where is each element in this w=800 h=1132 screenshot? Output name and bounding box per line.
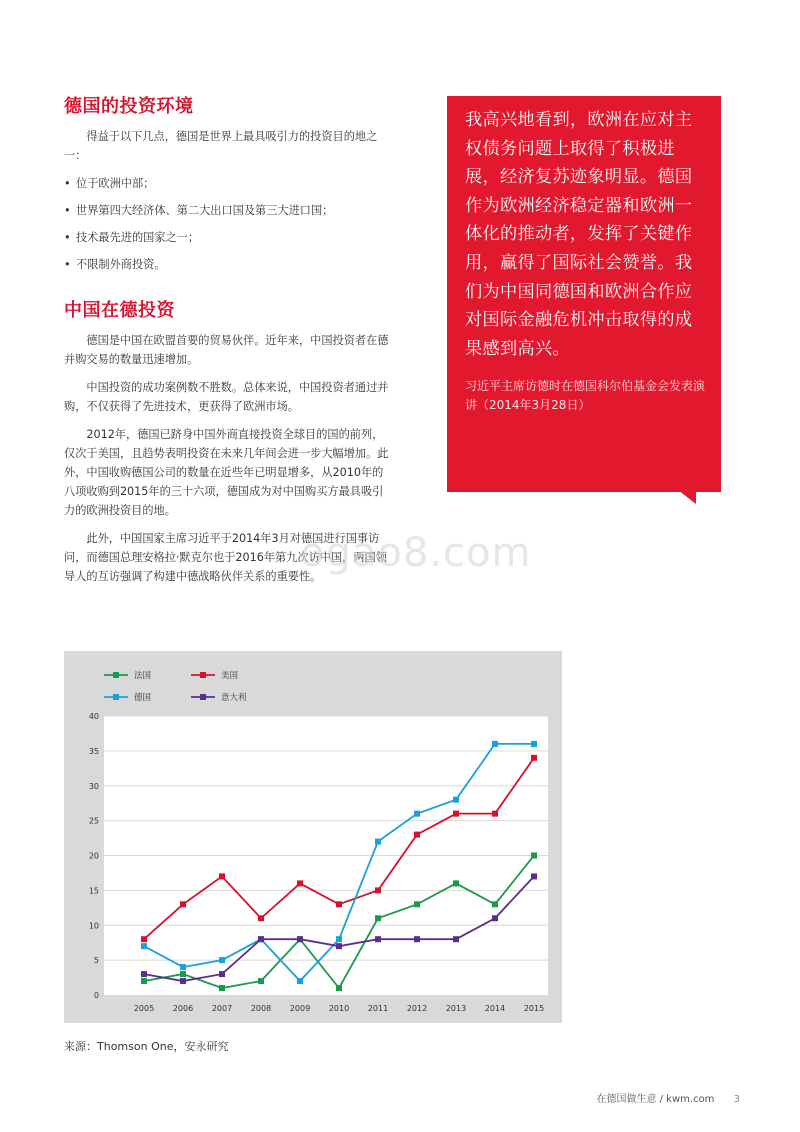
data-point bbox=[141, 936, 147, 942]
data-point bbox=[531, 741, 537, 747]
section-title-env: 德国的投资环境 bbox=[64, 96, 194, 117]
data-point bbox=[492, 741, 498, 747]
y-tick-label: 10 bbox=[88, 921, 99, 931]
data-point bbox=[414, 901, 420, 907]
x-tick-label: 2006 bbox=[172, 1004, 194, 1013]
x-tick-label: 2014 bbox=[484, 1004, 506, 1013]
left-column bbox=[64, 92, 390, 595]
y-tick-label: 15 bbox=[88, 886, 99, 896]
legend-marker bbox=[113, 694, 119, 700]
quote-box bbox=[447, 96, 721, 492]
x-tick-label: 2010 bbox=[328, 1004, 350, 1013]
data-point bbox=[531, 853, 537, 859]
bullet-item: • 位于欧洲中部； bbox=[64, 174, 390, 193]
data-point bbox=[492, 915, 498, 921]
footer bbox=[596, 1090, 740, 1105]
legend-label: 法国 bbox=[134, 671, 152, 681]
data-point bbox=[141, 943, 147, 949]
data-point bbox=[180, 964, 186, 970]
x-tick-label: 2008 bbox=[250, 1004, 272, 1013]
page-number: 3 bbox=[733, 1094, 740, 1105]
data-point bbox=[219, 971, 225, 977]
x-tick-label: 2012 bbox=[406, 1004, 428, 1013]
data-point bbox=[453, 880, 459, 886]
line-chart bbox=[64, 651, 562, 1023]
bullet-item: • 技术最先进的国家之一； bbox=[64, 228, 390, 247]
x-tick-label: 2009 bbox=[289, 1004, 311, 1013]
legend-marker bbox=[200, 694, 206, 700]
data-point bbox=[219, 957, 225, 963]
data-point bbox=[531, 873, 537, 879]
legend-label: 德国 bbox=[134, 693, 152, 703]
bullet-item: • 世界第四大经济体、第二大出口国及第三大进口国； bbox=[64, 201, 390, 220]
legend-label: 美国 bbox=[221, 671, 239, 681]
y-tick-label: 40 bbox=[88, 712, 99, 721]
data-point bbox=[258, 936, 264, 942]
footer-text: 在德国做生意 / kwm.com bbox=[596, 1094, 715, 1105]
data-point bbox=[219, 873, 225, 879]
data-point bbox=[180, 978, 186, 984]
y-tick-label: 25 bbox=[88, 816, 99, 826]
x-tick-label: 2007 bbox=[211, 1004, 233, 1013]
y-tick-label: 35 bbox=[88, 746, 99, 756]
env-intro: 得益于以下几点，德国是世界上最具吸引力的投资目的地之一： bbox=[64, 130, 378, 162]
data-point bbox=[180, 971, 186, 977]
source-note: 来源：Thomson One，安永研究 bbox=[64, 1040, 229, 1053]
legend-marker bbox=[200, 672, 206, 678]
y-tick-label: 20 bbox=[88, 851, 99, 861]
y-tick-label: 5 bbox=[93, 956, 99, 966]
x-tick-label: 2011 bbox=[367, 1004, 389, 1013]
china-para: 中国投资的成功案例数不胜数。总体来说，中国投资者通过并购，不仅获得了先进技术，更获得了欧洲市场。 bbox=[64, 381, 389, 413]
data-point bbox=[297, 936, 303, 942]
data-point bbox=[531, 755, 537, 761]
data-point bbox=[180, 901, 186, 907]
chart-svg bbox=[64, 651, 562, 1023]
china-para: 2012年，德国已跻身中国外商直接投资全球目的国的前列，仅次于美国，且趋势表明投资在未来几年间会进一步大幅增加。此外，中国收购德国公司的数量在近些年已明显增多，从2010年的八项收购到2015年的三十六项，德国成为对中国购买方最具吸引力的欧洲投资目的地。 bbox=[64, 428, 389, 517]
x-tick-label: 2015 bbox=[523, 1004, 545, 1013]
env-bullet-list bbox=[64, 174, 390, 274]
quote-source: 习近平主席访德时在德国科尔伯基金会发表演讲（2014年3月28日） bbox=[465, 379, 706, 413]
data-point bbox=[336, 901, 342, 907]
x-tick-label: 2013 bbox=[445, 1004, 467, 1013]
data-point bbox=[219, 985, 225, 991]
data-point bbox=[141, 978, 147, 984]
y-tick-label: 30 bbox=[88, 781, 99, 791]
section-title-china: 中国在德投资 bbox=[64, 300, 175, 321]
data-point bbox=[414, 811, 420, 817]
legend-marker bbox=[113, 672, 119, 678]
china-para: 德国是中国在欧盟首要的贸易伙伴。近年来，中国投资者在德并购交易的数量迅速增加。 bbox=[64, 334, 389, 366]
data-point bbox=[414, 832, 420, 838]
data-point bbox=[414, 936, 420, 942]
quote-text: 我高兴地看到，欧洲在应对主权债务问题上取得了积极进展，经济复苏迹象明显。德国作为欧洲经济稳定器和欧洲一体化的推动者，发挥了关键作用，赢得了国际社会赞誉。我们为中国同德国和欧洲合作应对国际金融危机冲击取得的成果感到高兴。 bbox=[465, 110, 693, 359]
china-para: 此外，中国国家主席习近平于2014年3月对德国进行国事访问，而德国总理安格拉·默克尔也于2016年第九次访中国，两国领导人的互访强调了构建中德战略伙伴关系的重要性。 bbox=[64, 532, 387, 583]
data-point bbox=[453, 936, 459, 942]
data-point bbox=[375, 915, 381, 921]
data-point bbox=[492, 901, 498, 907]
data-point bbox=[375, 839, 381, 845]
data-point bbox=[336, 985, 342, 991]
data-point bbox=[258, 915, 264, 921]
data-point bbox=[258, 978, 264, 984]
data-point bbox=[141, 971, 147, 977]
data-point bbox=[336, 936, 342, 942]
data-point bbox=[453, 797, 459, 803]
legend-label: 意大利 bbox=[221, 693, 247, 703]
bullet-item: • 不限制外商投资。 bbox=[64, 255, 390, 274]
watermark: ogao8.com bbox=[300, 530, 532, 576]
data-point bbox=[492, 811, 498, 817]
data-point bbox=[336, 943, 342, 949]
data-point bbox=[375, 936, 381, 942]
y-tick-label: 0 bbox=[93, 991, 99, 1000]
data-point bbox=[297, 880, 303, 886]
x-tick-label: 2005 bbox=[133, 1004, 155, 1013]
data-point bbox=[453, 811, 459, 817]
data-point bbox=[297, 978, 303, 984]
quote-tail bbox=[678, 490, 696, 504]
data-point bbox=[375, 887, 381, 893]
